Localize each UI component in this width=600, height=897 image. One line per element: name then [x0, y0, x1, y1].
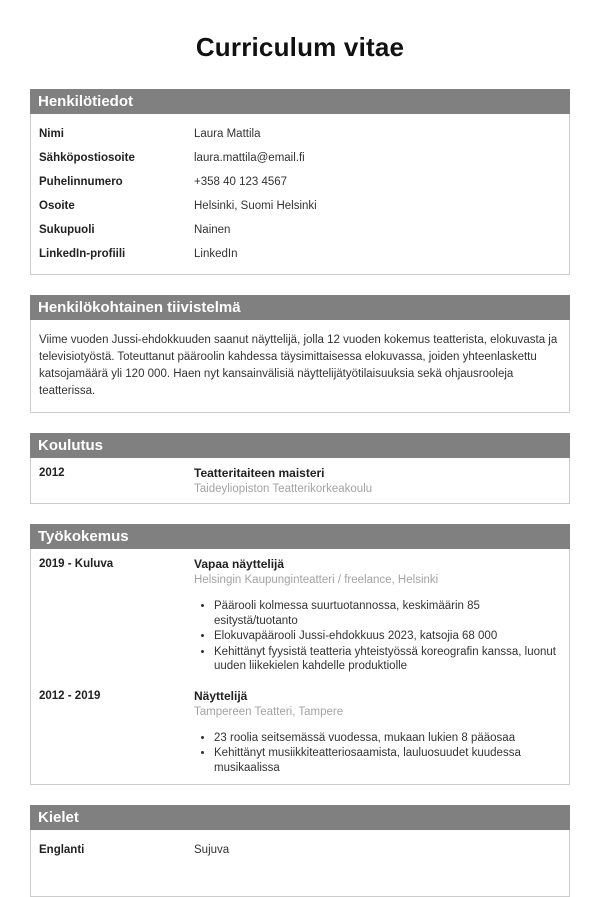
- education-period: 2012: [39, 467, 65, 479]
- section-body-experience: [30, 549, 570, 785]
- language-label: Englanti: [39, 844, 85, 856]
- info-value: Helsinki, Suomi Helsinki: [194, 200, 317, 212]
- education-details: [194, 466, 561, 495]
- experience-bullet: • Päärooli kolmessa suurtuotannossa, keskimäärin 85 esitystä/tuotanto: [214, 599, 561, 628]
- info-label: Sähköpostiosoite: [39, 152, 135, 164]
- section-body-personal: [30, 114, 570, 275]
- education-entry: [39, 466, 561, 495]
- experience-details: [194, 557, 561, 675]
- info-row-address: [39, 194, 561, 218]
- info-label: LinkedIn-profiili: [39, 248, 126, 260]
- info-value: Laura Mattila: [194, 128, 261, 140]
- experience-bullet: • Elokuvapäärooli Jussi-ehdokkuus 2023, katsojia 68 000: [214, 629, 561, 644]
- language-row: [39, 838, 561, 862]
- experience-entry: [39, 689, 561, 777]
- experience-organization: Helsingin Kaupunginteatteri / freelance, Helsinki: [194, 574, 439, 586]
- section-header-education: Koulutus: [30, 433, 570, 458]
- page-title: Curriculum vitae: [195, 32, 405, 62]
- education-degree: Teatteritaiteen maisteri: [194, 466, 325, 480]
- info-label: Puhelinnumero: [39, 176, 123, 188]
- education-institution: Taideyliopiston Teatterikorkeakoulu: [194, 483, 373, 495]
- section-body-summary: [30, 320, 570, 413]
- experience-role: Vapaa näyttelijä: [194, 557, 285, 571]
- experience-bullet-list: [194, 731, 561, 776]
- language-level: Sujuva: [194, 844, 230, 856]
- section-header-summary: Henkilökohtainen tiivistelmä: [30, 295, 570, 320]
- section-body-languages: [30, 830, 570, 897]
- info-row-linkedin: [39, 242, 561, 266]
- info-row-phone: [39, 170, 561, 194]
- info-value: Nainen: [194, 224, 231, 236]
- experience-period: 2019 - Kuluva: [39, 558, 114, 570]
- section-personal: [30, 89, 570, 275]
- section-languages: [30, 805, 570, 897]
- cv-page: [0, 32, 600, 897]
- experience-period: 2012 - 2019: [39, 689, 101, 702]
- section-body-education: [30, 458, 570, 504]
- section-summary: [30, 295, 570, 413]
- section-header-personal: Henkilötiedot: [30, 89, 570, 114]
- experience-details: [194, 689, 561, 777]
- info-value: laura.mattila@email.fi: [194, 152, 305, 164]
- section-experience: [30, 524, 570, 785]
- experience-bullet: • Kehittänyt fyysistä teatteria yhteistyössä koreografin kanssa, luonut uuden liikekielen kahdelle produktiolle: [214, 645, 561, 674]
- summary-text: Viime vuoden Jussi-ehdokkuuden saanut näyttelijä, jolla 12 vuoden kokemus teatterista, elokuvasta ja televisiotyöstä. Toteuttanut pääroolin kahdessa täysimittaisessa elokuvassa, joiden yhteenlaskettu katsojamäärä yli 120 000. Haen nyt kansainvälisiä näyttelijätyötilaisuuksia sekä ohjausrooleja teatterissa.: [39, 334, 558, 397]
- info-row-gender: [39, 218, 561, 242]
- info-row-name: [39, 122, 561, 146]
- experience-bullet-list: [194, 599, 561, 674]
- info-label: Sukupuoli: [39, 224, 95, 236]
- section-education: [30, 433, 570, 504]
- info-row-email: [39, 146, 561, 170]
- section-header-experience: Työkokemus: [30, 524, 570, 549]
- experience-bullet: • 23 roolia seitsemässä vuodessa, mukaan lukien 8 pääosaa: [214, 731, 561, 746]
- experience-role: Näyttelijä: [194, 688, 248, 703]
- experience-entry: [39, 557, 561, 675]
- section-header-languages: Kielet: [30, 805, 570, 830]
- info-value: LinkedIn: [194, 248, 238, 260]
- experience-organization: Tampereen Teatteri, Tampere: [194, 705, 344, 718]
- info-label: Nimi: [39, 128, 64, 140]
- experience-bullet: • Kehittänyt musiikkiteatteriosaamista, lauluosuudet kuudessa musikaalissa: [214, 746, 561, 775]
- info-label: Osoite: [39, 200, 75, 212]
- info-value: +358 40 123 4567: [194, 176, 288, 188]
